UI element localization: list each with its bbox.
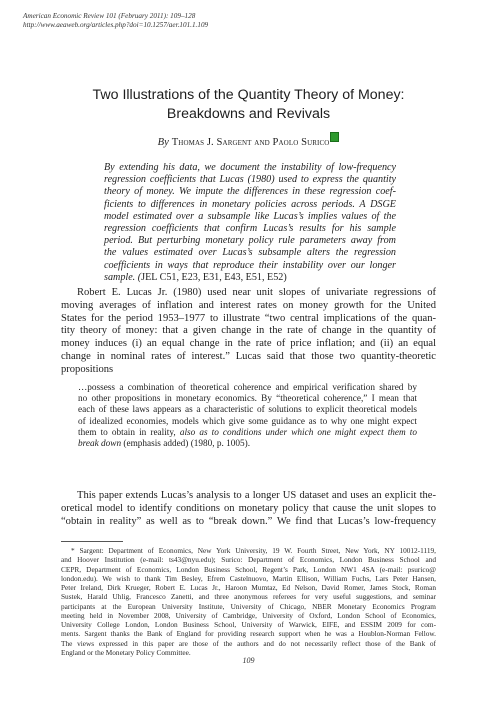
abstract-last-text: sample. (	[104, 271, 142, 283]
quote-line: each of these laws appears as a characteristic of solutions to explicit theoretical models	[78, 405, 417, 416]
abstract-line: the values estimated over Lucas’s subsample alters the regression	[104, 247, 396, 259]
abstract-line: By extending his data, we document the instability of low-frequency	[104, 162, 396, 173]
footnote-line: Peter Ireland, Dirk Krueger, Robert E. Lucas Jr., Haroon Mumtaz, Ed Nelson, David Romer, James Stock, Roman	[61, 583, 436, 592]
author-byline	[0, 132, 497, 148]
quote-line: …possess a combination of theoretical coherence and empirical verification shared by	[78, 383, 417, 393]
abstract-line: ficients to differences in monetary policies across periods. A DSGE	[104, 198, 396, 210]
byline-and: and	[254, 137, 270, 148]
footnote-divider	[61, 541, 123, 542]
body-line: tity theory of money: that a given change in the rate of change in the quantity of	[61, 325, 436, 337]
byline-by: By	[157, 137, 169, 148]
body-line: “obtain in reality” as well as to “break down.” We find that Lucas’s low-frequency	[61, 515, 436, 527]
body-line: This paper extends Lucas’s analysis to a longer US dataset and uses an explicit the-	[77, 490, 436, 501]
jel-codes: C51, E23, E31, E43, E51, E52)	[157, 271, 287, 283]
author-1: Thomas J. Sargent	[171, 137, 252, 148]
quote-line-5-italic: also as to conditions under which one might expect them to	[179, 427, 417, 438]
footnote-line: and Hoover Institution (e-mail: ts43@nyu.edu); Surico: Department of Economics, London Business School and	[61, 555, 436, 565]
abstract-line: regression coefficients that Lucas (1980) used to express the quantity	[104, 174, 396, 186]
journal-citation: American Economic Review 101 (February 2011): 109–128	[23, 12, 196, 20]
page-number: 109	[242, 656, 255, 665]
footnote-line: meeting held in November 2008, University of Cambridge, University of Oxford, London School of Economics,	[61, 610, 436, 620]
jel-label: JEL	[141, 271, 158, 283]
body-line: propositions	[61, 363, 114, 375]
abstract-line: theory of money. We impute the differences in these regression coef-	[104, 186, 396, 198]
author-2: Paolo Surico	[272, 137, 330, 148]
footnote-line: CEPR, Department of Economics, London Business School, Regent’s Park, London NW1 4SA (e-mail: psurico@	[61, 564, 436, 574]
block-quote	[78, 383, 417, 450]
quote-line-6-plain: (emphasis added) (1980, p. 1005).	[121, 439, 251, 450]
footnote-line: Sustek, Harald Uhlig, Francesco Zanetti, and three anonymous referees for very useful suggestions, and seminar	[61, 592, 436, 602]
quote-line	[78, 439, 417, 450]
abstract-line: period. But perturbing monetary policy rule parameters away from	[104, 235, 396, 247]
footnote-line: ments. Sargent thanks the Bank of England for providing research support when he was a Houblon-Norman Fellow.	[61, 629, 436, 639]
abstract-line: model estimated over a subsample like Lucas’s implies values of the	[104, 210, 396, 222]
footnote-line: England or the Monetary Policy Committee.	[61, 647, 191, 657]
body-line: money induces (i) an equal change in the rate of price inflation; and (ii) an equal	[61, 338, 436, 349]
footnote-line: * Sargent: Department of Economics, New York University, 19 W. Fourth Street, New York, NY 10012-1119,	[71, 546, 436, 555]
title-line-2: Breakdowns and Revivals	[166, 105, 331, 122]
journal-header	[23, 12, 208, 31]
article-url[interactable]: http://www.aeaweb.org/articles.php?doi=10.1257/aer.101.1.109	[23, 21, 209, 30]
abstract	[104, 162, 396, 284]
body-paragraph-2	[61, 490, 436, 528]
quote-line	[78, 428, 417, 439]
quote-line-5-plain: them to obtain in reality,	[78, 427, 180, 438]
body-paragraph-1	[61, 287, 436, 376]
abstract-line: regression coefficients that confirm Lucas’s results for his sample	[104, 223, 396, 235]
footnote-line: participants at the European University Institute, University of Chicago, NBER Monetary Economics Program	[61, 601, 436, 611]
abstract-jel-line	[104, 272, 396, 284]
footnote-line: The views expressed in this paper are those of the authors and do not necessarily reflect those of the Bank of	[61, 638, 436, 648]
abstract-line: coefficients in ways that reproduce their instability over our longer	[104, 259, 396, 271]
body-line: oretical model to identify conditions on monetary policy that cause the unit slopes to	[61, 502, 436, 514]
footnote-line: london.edu). We wish to thank Tim Besley, Efrem Castelnuovo, Martin Ellison, William Fuchs, Lars Peter Hansen,	[61, 573, 436, 583]
quote-line: no other propositions in monetary economics. By “theoretical coherence,” I mean that	[78, 394, 417, 405]
footnote	[61, 546, 436, 657]
body-line: change in nominal rates of interest.” Lucas said that those two quantity-theoretic	[61, 350, 436, 362]
footnote-link-icon[interactable]	[330, 132, 339, 142]
footnote-line: University College London, London Business School, University of Warwick, EIFE, and ESSIM 2009 for com-	[61, 620, 436, 629]
quote-line-6-italic: break down	[78, 439, 122, 450]
title-line-1: Two Illustrations of the Quantity Theory of Money:	[92, 87, 405, 103]
body-line: moving averages of inflation and interest rates on money growth for the United	[61, 299, 436, 311]
paper-title	[0, 86, 497, 123]
body-line: States for the period 1953–1977 to illustrate “two central implications of the quan-	[61, 312, 436, 324]
body-line: Robert E. Lucas Jr. (1980) used near unit slopes of univariate regressions of	[77, 287, 436, 298]
quote-line: of idealized economies, models which give some guidance as to why one might expect	[78, 416, 417, 427]
